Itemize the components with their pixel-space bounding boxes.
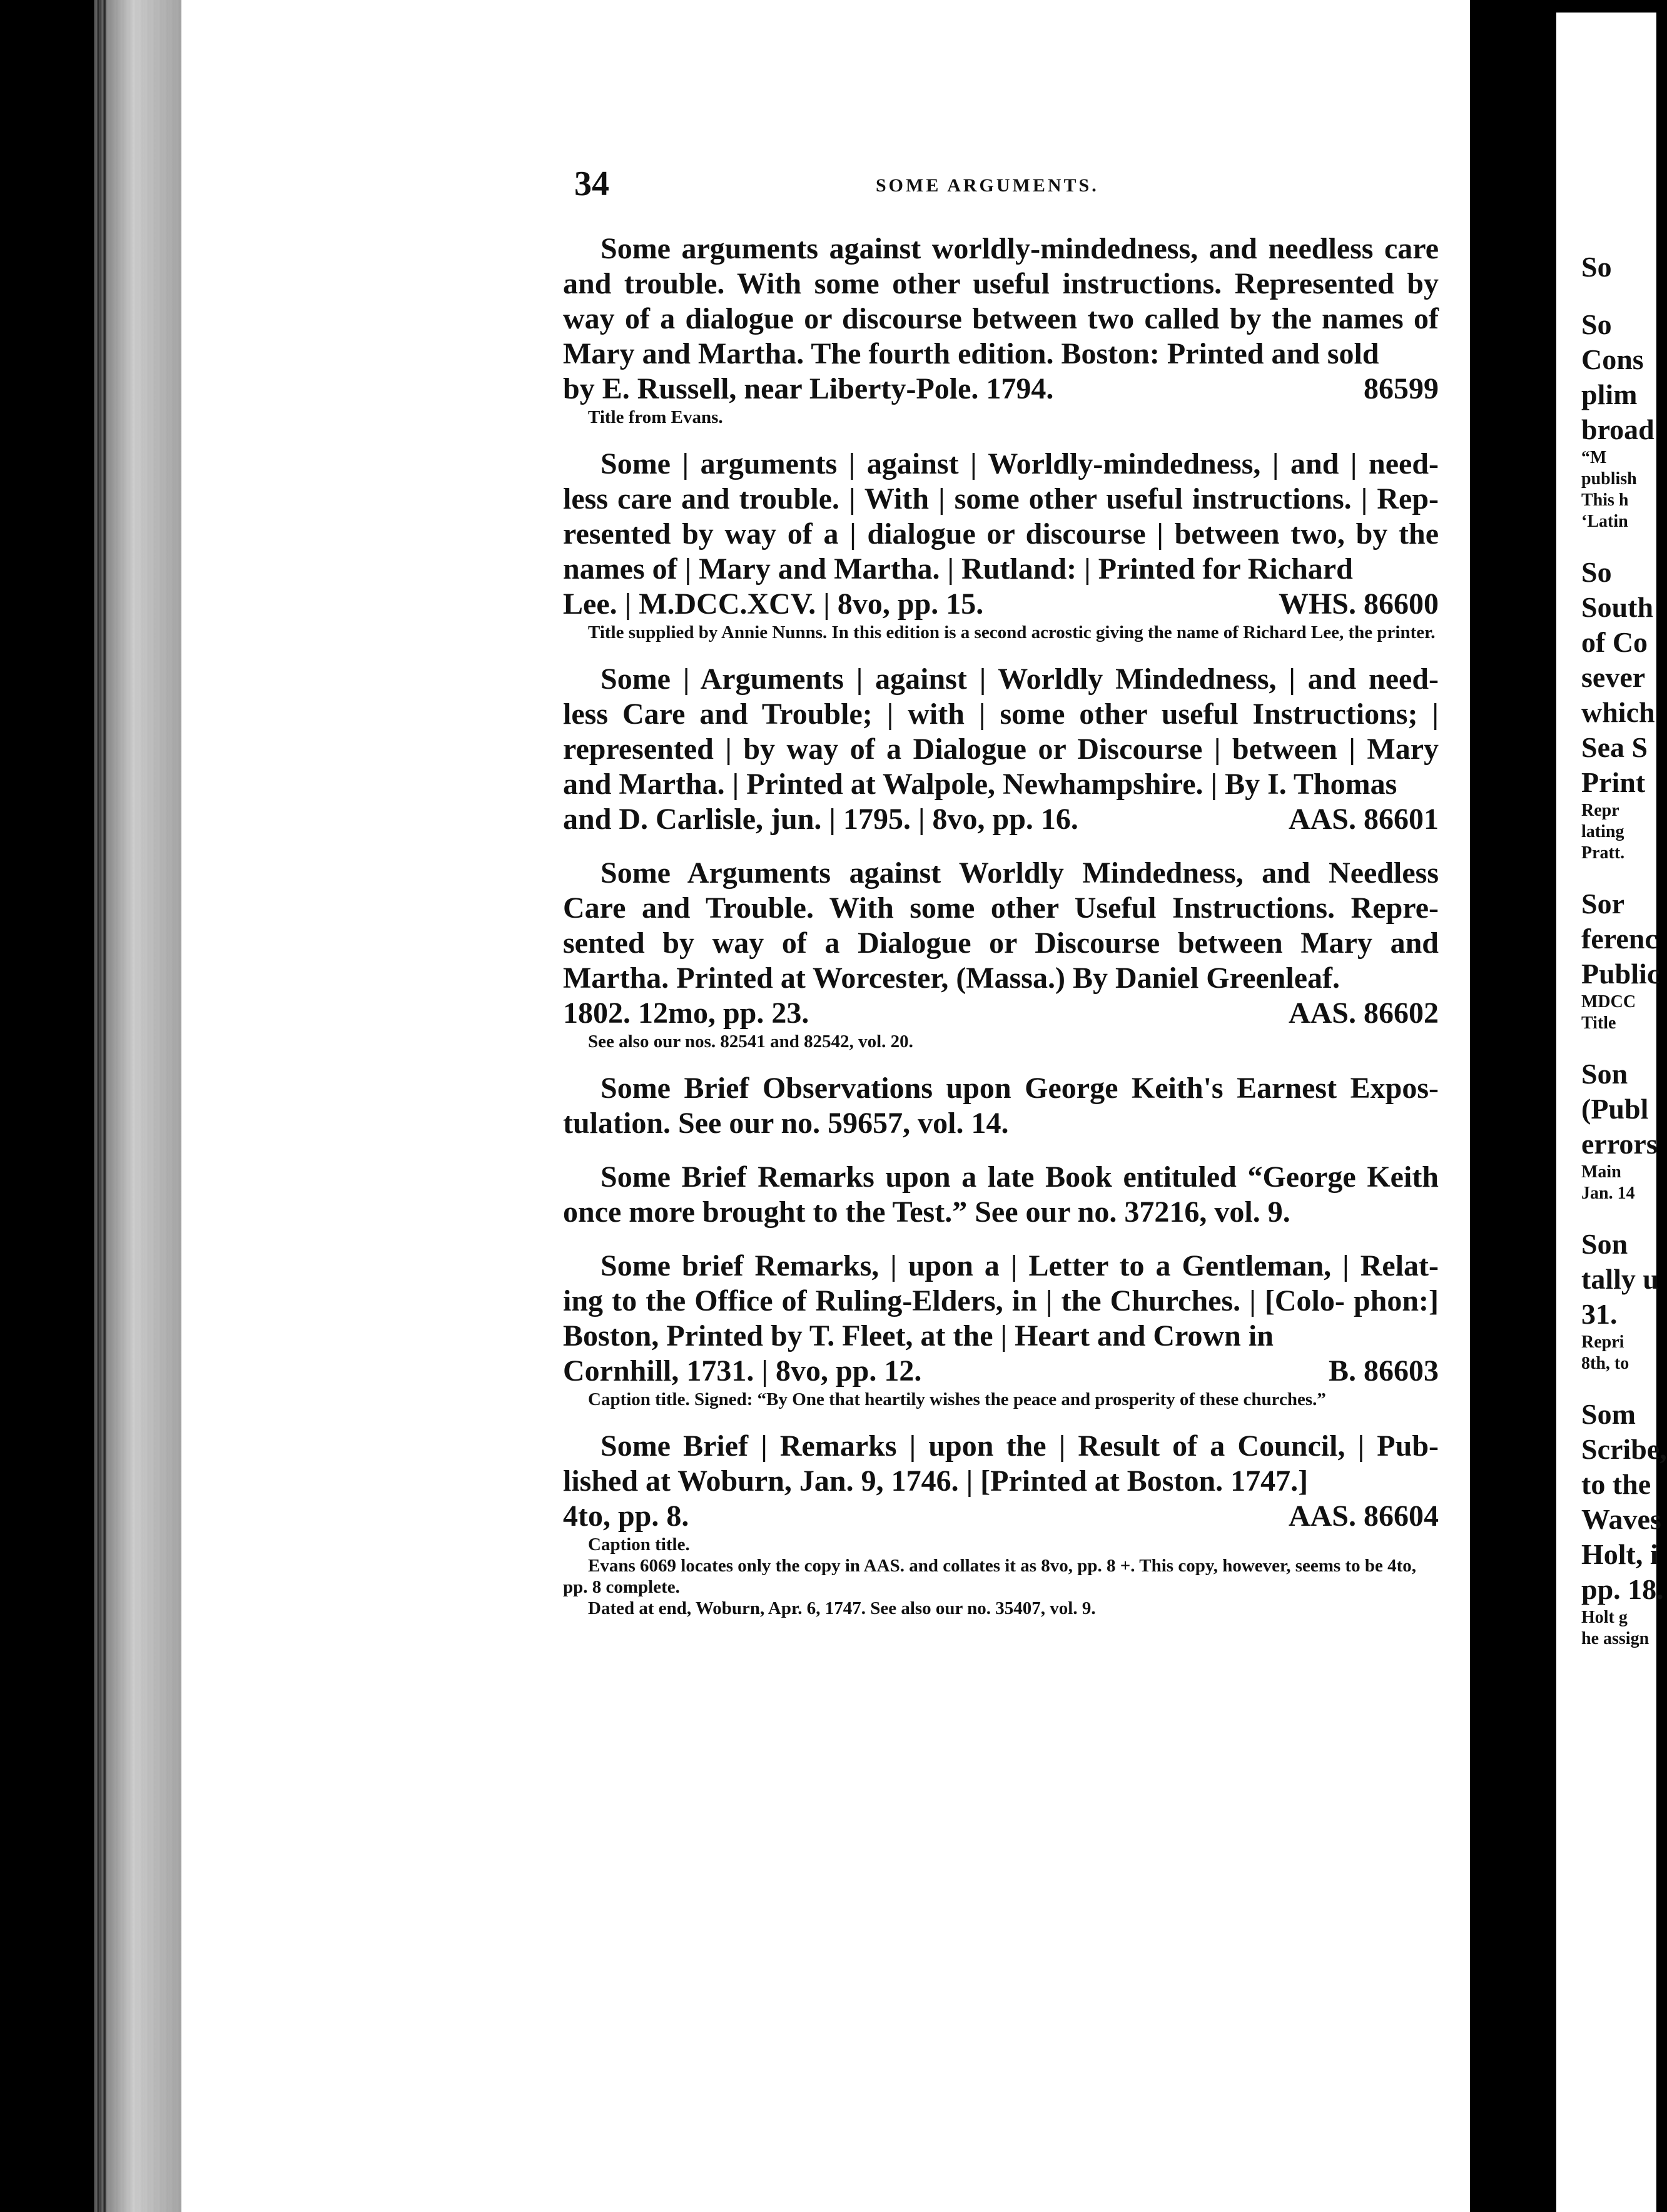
right-page-fragment: So: [1581, 556, 1612, 588]
bibliography-entry: [563, 662, 1439, 837]
right-page-fragment: which: [1581, 696, 1655, 728]
gutter: [1470, 0, 1556, 2212]
right-page-fragment: Title: [1581, 1013, 1616, 1033]
right-page-fragment: Main: [1581, 1162, 1621, 1182]
entry-last-line: [563, 372, 1439, 407]
entry-last-line: [563, 802, 1439, 837]
right-page-fragment: Son: [1581, 1058, 1628, 1090]
right-page-fragment: Holt, i: [1581, 1538, 1658, 1570]
right-page-fragment: So: [1581, 251, 1612, 283]
entry-note: Dated at end, Woburn, Apr. 6, 1747. See also our no. 35407, vol. 9.: [588, 1598, 1096, 1618]
right-page-fragment: publish: [1581, 469, 1637, 489]
entry-number: WHS. 86600: [1278, 587, 1439, 621]
bibliography-entry: [563, 856, 1439, 1052]
right-page-fragment: Son: [1581, 1228, 1628, 1260]
entry-note: Title supplied by Annie Nunns. In this edition is a second acrostic giving the name of Richard Lee, the printer.: [588, 622, 1436, 642]
right-page-fragment: Jan. 14: [1581, 1184, 1635, 1203]
entry-note: See also our nos. 82541 and 82542, vol. 20.: [588, 1032, 913, 1052]
right-page-fragment: Repri: [1581, 1332, 1624, 1352]
right-page-fragment: Cons: [1581, 343, 1644, 375]
right-page-fragment: to the: [1581, 1468, 1651, 1500]
running-head: SOME ARGUMENTS.: [876, 175, 1099, 196]
entry-text: Some brief Remarks, | upon a | Letter to a Gentleman, | Relat- ing to the Office of Ruling-Elders, in | the Churches. | [Colo- phon:] Boston, Printed by T. Fleet, at the | Heart and Crown in: [563, 1249, 1439, 1352]
right-page-fragment: pp. 18.: [1581, 1573, 1664, 1605]
entry-last-line: [563, 587, 1439, 622]
entry-imprint: 1802. 12mo, pp. 23.: [563, 997, 809, 1030]
right-page-fragment: plim: [1581, 378, 1638, 410]
right-page-fragment: MDCC: [1581, 992, 1636, 1012]
entry-last-line: [563, 996, 1439, 1031]
entry-text: Some Arguments against Worldly Mindedness, and Needless Care and Trouble. With some other Useful Instructions. Repre- sented by way of a Dialogue or Discourse between Mary and Martha. Printed at Worcester, (Massa.) By Daniel Greenleaf.: [563, 856, 1439, 995]
entry-imprint: and D. Carlisle, jun. | 1795. | 8vo, pp. 16.: [563, 803, 1078, 836]
right-page-fragment: ferenc: [1581, 923, 1658, 955]
page-number: 34: [574, 165, 609, 203]
right-page-fragment: Print: [1581, 766, 1646, 798]
right-page-fragment: Repr: [1581, 801, 1619, 820]
entry-note: Title from Evans.: [588, 407, 723, 427]
right-page-fragment: Holt g: [1581, 1608, 1628, 1627]
bibliography-entry: [563, 1160, 1439, 1230]
entry-number: 86599: [1364, 372, 1439, 405]
right-page-fragment: Scribe,: [1581, 1433, 1667, 1465]
right-page-fragment: Waves: [1581, 1503, 1661, 1535]
entry-number: AAS. 86602: [1288, 997, 1439, 1030]
entry-imprint: Lee. | M.DCC.XCV. | 8vo, pp. 15.: [563, 587, 984, 621]
entry-text: Some Brief Remarks upon a late Book entituled “George Keith once more brought to the Test.” See our no. 37216, vol. 9.: [563, 1160, 1439, 1229]
entry-text: Some arguments against worldly-mindedness, and needless care and trouble. With some other useful instructions. Represented by way of a dialogue or discourse between two called by the names of Mary and Martha. The fourth edition. Boston: Printed and sold: [563, 232, 1439, 370]
right-page-fragment: 31.: [1581, 1298, 1618, 1330]
entry-number: AAS. 86604: [1288, 1499, 1439, 1533]
right-page-fragment: South: [1581, 591, 1654, 623]
entry-text: Some | Arguments | against | Worldly Mindedness, | and need- less Care and Trouble; | with | some other useful Instructions; | represented | by way of a Dialogue or Discourse | between | Mary and Martha. | Printed at Walpole, Newhampshire. | By I. Thomas: [563, 662, 1439, 801]
right-page-fragment: sever: [1581, 661, 1646, 693]
right-page-fragment: This h: [1581, 490, 1629, 510]
entry-imprint: 4to, pp. 8.: [563, 1499, 689, 1533]
right-page-fragment: “M: [1581, 448, 1607, 467]
entry-last-line: [563, 1354, 1439, 1389]
entry-text: Some Brief | Remarks | upon the | Result of a Council, | Pub- lished at Woburn, Jan. 9, 1746. | [Printed at Boston. 1747.]: [563, 1429, 1439, 1498]
bibliography-entry: [563, 1249, 1439, 1410]
entries-block: [563, 231, 1439, 1638]
entry-number: B. 86603: [1328, 1354, 1439, 1388]
entry-note: Evans 6069 locates only the copy in AAS. and collates it as 8vo, pp. 8 +. This copy, however, seems to be 4to, pp. 8 complete.: [563, 1556, 1417, 1597]
right-page-fragment: Sea S: [1581, 731, 1648, 763]
entry-note: Caption title.: [588, 1535, 690, 1555]
right-page-fragment: errors: [1581, 1128, 1658, 1160]
bibliography-entry: [563, 447, 1439, 643]
bibliography-entry: [563, 1429, 1439, 1619]
entry-imprint: by E. Russell, near Liberty-Pole. 1794.: [563, 372, 1054, 405]
right-page-fragment: ‘Latin: [1581, 512, 1628, 531]
entry-imprint: Cornhill, 1731. | 8vo, pp. 12.: [563, 1354, 922, 1388]
page-edges: [106, 0, 185, 2212]
right-page-fragment: (Publ: [1581, 1093, 1649, 1125]
right-page-fragment: he assign: [1581, 1629, 1649, 1648]
entry-text: Some | arguments | against | Worldly-mindedness, | and | need- less care and trouble. | With | some other useful instructions. | Rep- resented by way of a | dialogue or discourse | between two, by the names of | Mary and Martha. | Rutland: | Printed for Richard: [563, 447, 1439, 586]
entry-note: Caption title. Signed: “By One that heartily wishes the peace and prosperity of these churches.”: [588, 1389, 1326, 1409]
right-page-fragment: Som: [1581, 1398, 1636, 1430]
right-page-fragment: Pratt.: [1581, 843, 1625, 863]
entry-text: Some Brief Observations upon George Keith's Earnest Expos- tulation. See our no. 59657, vol. 14.: [563, 1072, 1439, 1140]
right-page-fragment: lating: [1581, 822, 1624, 841]
right-page: [1556, 13, 1667, 2212]
bibliography-entry: [563, 1071, 1439, 1141]
right-page-fragment: Public: [1581, 958, 1660, 990]
bibliography-entry: [563, 231, 1439, 428]
right-page-fragment: broad: [1581, 413, 1654, 445]
entry-number: AAS. 86601: [1288, 803, 1439, 836]
right-page-fragment: tally u: [1581, 1263, 1659, 1295]
entry-last-line: [563, 1499, 1439, 1534]
right-page-fragment: Sor: [1581, 888, 1624, 920]
right-page-fragment: 8th, to: [1581, 1354, 1629, 1373]
right-page-fragment: So: [1581, 308, 1612, 340]
right-page-fragment: of Co: [1581, 626, 1648, 658]
